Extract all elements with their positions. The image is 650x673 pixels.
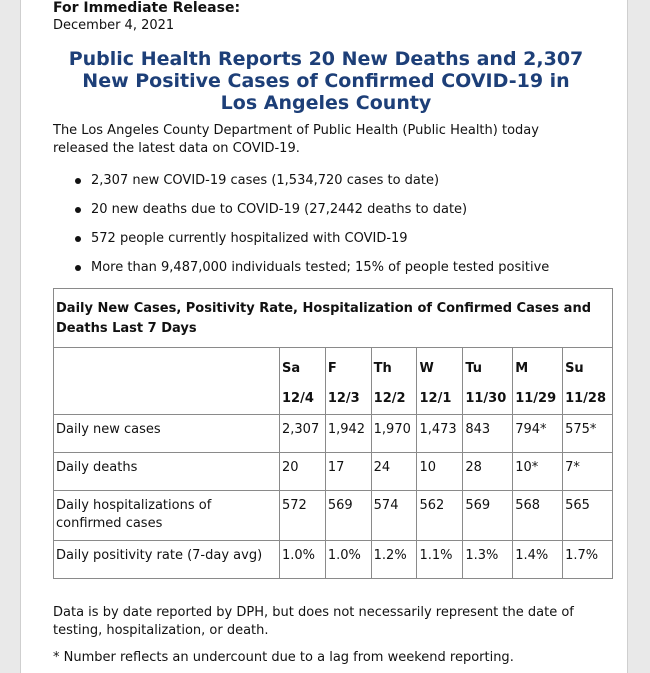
table-cell: 562 <box>417 491 463 541</box>
page-title: Public Health Reports 20 New Deaths and 2,307 New Positive Cases of Confirmed COVID-19 in Los Angeles County <box>68 48 584 114</box>
table-cell: 565 <box>563 491 613 541</box>
table-row <box>54 491 613 541</box>
column-header: Tu 11/30 <box>463 348 513 415</box>
table-title: Daily New Cases, Positivity Rate, Hospitalization of Confirmed Cases and Deaths Last 7 Days <box>54 289 613 348</box>
column-header: Th 12/2 <box>371 348 417 415</box>
table-row <box>54 541 613 579</box>
press-release-page <box>20 0 628 673</box>
table-cell: 574 <box>371 491 417 541</box>
table-cell: 10 <box>417 453 463 491</box>
table-cell: 575* <box>563 415 613 453</box>
header-empty-cell <box>54 348 280 415</box>
row-label: Daily deaths <box>54 453 280 491</box>
table-cell: 1.0% <box>325 541 371 579</box>
table-cell: 794* <box>513 415 563 453</box>
table-header-row <box>54 348 613 415</box>
column-header: Sa 12/4 <box>280 348 326 415</box>
table-cell: 24 <box>371 453 417 491</box>
table-cell: 2,307 <box>280 415 326 453</box>
release-date: December 4, 2021 <box>53 18 175 33</box>
column-header: Su 11/28 <box>563 348 613 415</box>
data-footnote: Data is by date reported by DPH, but does not necessarily represent the date of testing, hospitalization, or death. <box>53 605 574 638</box>
list-item: More than 9,487,000 individuals tested; 15% of people tested positive <box>91 253 549 282</box>
column-header: F 12/3 <box>325 348 371 415</box>
summary-list <box>91 166 549 282</box>
table-cell: 1.7% <box>563 541 613 579</box>
row-label: Daily hospitalizations of confirmed cases <box>54 491 280 541</box>
list-item: 20 new deaths due to COVID-19 (27,2442 deaths to date) <box>91 195 549 224</box>
table-cell: 28 <box>463 453 513 491</box>
table-cell: 1.1% <box>417 541 463 579</box>
list-item: 2,307 new COVID-19 cases (1,534,720 cases to date) <box>91 166 549 195</box>
list-item: 572 people currently hospitalized with COVID-19 <box>91 224 549 253</box>
table-cell: 1.4% <box>513 541 563 579</box>
table-cell: 10* <box>513 453 563 491</box>
table-cell: 572 <box>280 491 326 541</box>
column-header: M 11/29 <box>513 348 563 415</box>
intro-paragraph: The Los Angeles County Department of Public Health (Public Health) today released the latest data on COVID-19. <box>53 123 539 156</box>
table-cell: 1,942 <box>325 415 371 453</box>
table-row <box>54 453 613 491</box>
table-cell: 1.0% <box>280 541 326 579</box>
table-row <box>54 415 613 453</box>
table-cell: 1.3% <box>463 541 513 579</box>
release-label: For Immediate Release: <box>53 0 241 16</box>
daily-stats-table <box>53 288 613 579</box>
row-label: Daily positivity rate (7-day avg) <box>54 541 280 579</box>
table-cell: 568 <box>513 491 563 541</box>
table-cell: 569 <box>463 491 513 541</box>
table-cell: 1.2% <box>371 541 417 579</box>
table-cell: 569 <box>325 491 371 541</box>
table-cell: 7* <box>563 453 613 491</box>
table-cell: 1,473 <box>417 415 463 453</box>
table-cell: 843 <box>463 415 513 453</box>
table-cell: 1,970 <box>371 415 417 453</box>
undercount-footnote: * Number reflects an undercount due to a lag from weekend reporting. <box>53 650 514 665</box>
table-cell: 20 <box>280 453 326 491</box>
row-label: Daily new cases <box>54 415 280 453</box>
column-header: W 12/1 <box>417 348 463 415</box>
table-cell: 17 <box>325 453 371 491</box>
